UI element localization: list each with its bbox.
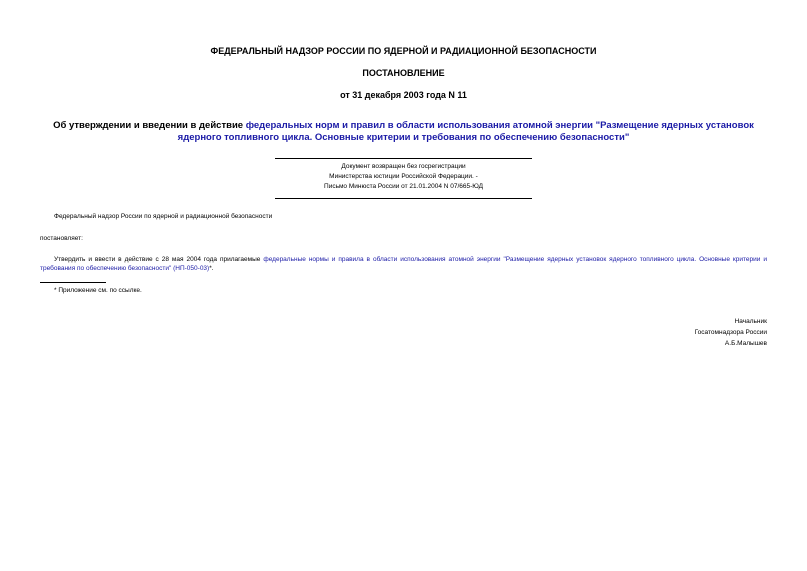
footnote-text: * Приложение см. по ссылке.	[54, 287, 142, 294]
paragraph-prefix: Утвердить и ввести в действие с 28 мая 2004 года прилагаемые	[54, 256, 264, 263]
paragraph-suffix: *.	[209, 265, 214, 272]
document-type-heading: ПОСТАНОВЛЕНИЕ	[362, 68, 445, 78]
title-norms-link[interactable]: федеральных норм и правил в области использования атомной энергии "Размещение ядерных установок ядерного топливного цикла. Основные критерии и требования по обеспечению безопасности"	[177, 120, 754, 143]
agency-heading: ФЕДЕРАЛЬНЫЙ НАДЗОР РОССИИ ПО ЯДЕРНОЙ И РАДИАЦИОННОЙ БЕЗОПАСНОСТИ	[210, 46, 597, 56]
footnote-divider	[40, 282, 106, 283]
note-bottom-divider	[275, 198, 532, 199]
signature-name: А.Б.Малышев	[724, 340, 767, 347]
decree-word: постановляет:	[40, 235, 83, 242]
note-top-divider	[275, 158, 532, 159]
signature-organization: Госатомнадзора России	[694, 329, 767, 336]
issuer-text: Федеральный надзор России по ядерной и радиационной безопасности	[54, 213, 273, 220]
decree-paragraph	[40, 255, 767, 273]
signature-position: Начальник	[734, 318, 767, 325]
paragraph-norms-link[interactable]: федеральные нормы и правила в области использования атомной энергии "Размещение ядерных установок ядерного топливного цикла. Основные критерии и требования по обеспечению безопасности" (НП-050-03)	[40, 256, 767, 272]
document-title	[40, 120, 767, 144]
registration-note-line-3: Письмо Минюста России от 21.01.2004 N 07/665-ЮД	[324, 183, 483, 190]
date-number-heading: от 31 декабря 2003 года N 11	[340, 90, 467, 100]
registration-note-line-2: Министерства юстиции Российской Федерации. -	[329, 173, 478, 180]
registration-note-line-1: Документ возвращен без госрегистрации	[341, 163, 466, 170]
title-prefix: Об утверждении и введении в действие	[53, 120, 246, 131]
